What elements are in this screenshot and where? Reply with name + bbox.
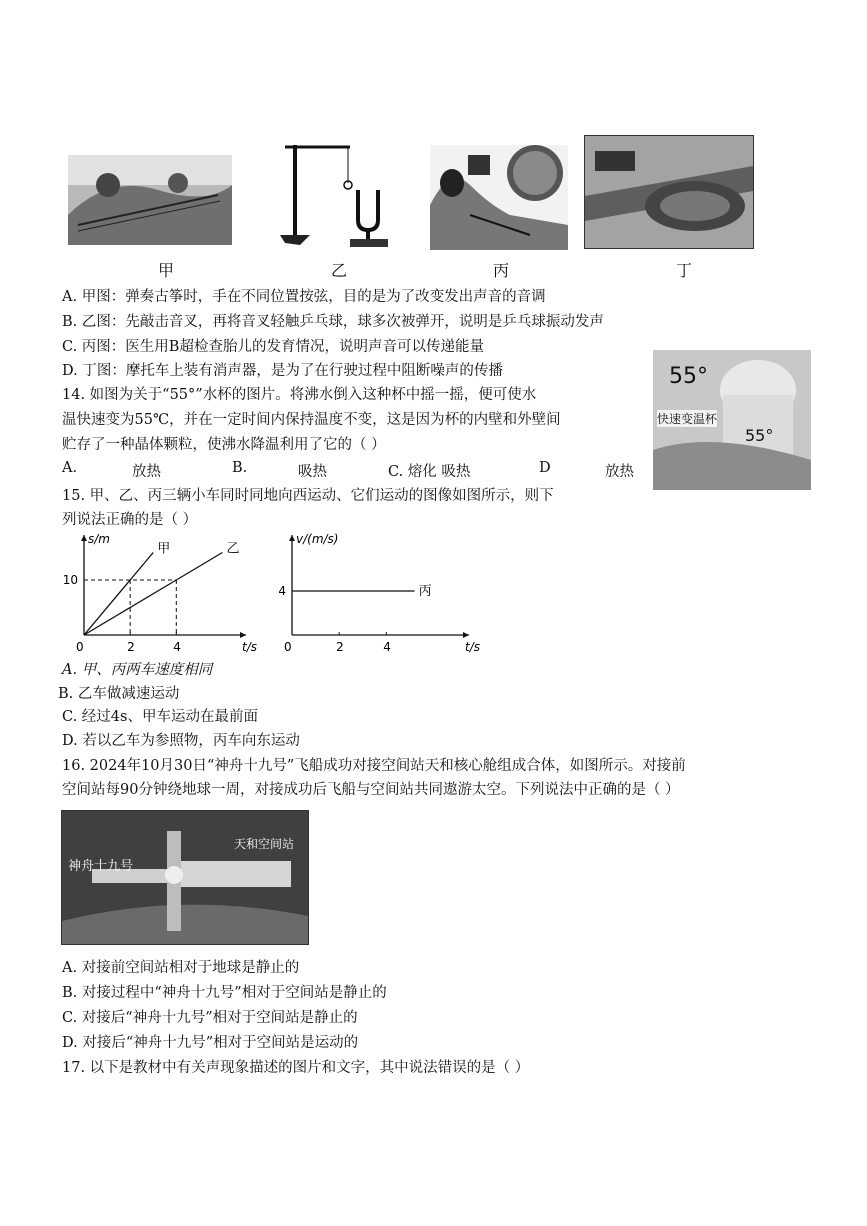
y-tick-label: 4 <box>278 584 286 598</box>
motorcycle-muffler-photo <box>584 135 754 249</box>
cup-label-fast-temp: 快速变温杯 <box>657 412 718 426</box>
q14-option-b-text: 吸热 <box>298 464 327 480</box>
x-axis-label: t/s <box>242 640 257 654</box>
y-axis-label: s/m <box>88 532 110 546</box>
q14-options-row <box>62 460 652 480</box>
q13-option-d: D. 丁图：摩托车上装有消声器，是为了在行驶过程中阻断噪声的传播 <box>62 363 503 379</box>
x-tick-label: 2 <box>127 640 135 654</box>
series-label-1: 乙 <box>226 541 240 557</box>
x-tick-label: 0 <box>76 640 84 654</box>
q14-option-d-letter: D <box>539 460 551 476</box>
q15-option-b: B. 乙车做减速运动 <box>58 686 180 702</box>
figure-label-yi: 乙 <box>331 261 348 280</box>
x-tick-label: 4 <box>173 640 181 654</box>
series-label-0: 丙 <box>418 584 432 599</box>
q17-stem: 17. 以下是教材中有关声现象描述的图片和文字，其中说法错误的是（ ） <box>62 1060 530 1076</box>
cup-photo <box>653 350 811 490</box>
q14-option-d-text: 放热 <box>605 464 634 480</box>
q15-option-c: C. 经过4s、甲车运动在最前面 <box>62 709 258 725</box>
series-label-0: 甲 <box>157 541 171 557</box>
y-axis-arrow <box>289 535 295 541</box>
q16-option-b: B. 对接过程中“神舟十九号”相对于空间站是静止的 <box>62 985 387 1001</box>
tuning-fork-figure <box>270 135 400 250</box>
x-axis-label: t/s <box>465 640 480 654</box>
chart-v-t <box>270 530 480 660</box>
q15-stem-line-1: 15. 甲、乙、丙三辆小车同时同地向西运动、它们运动的图像如图所示，则下 <box>62 488 554 504</box>
photo-label-tianhe: 天和空间站 <box>234 837 295 851</box>
figure-label-bing: 丙 <box>493 261 510 280</box>
x-tick-label: 0 <box>284 640 292 654</box>
chart-s-t <box>62 530 262 660</box>
series-line-1 <box>84 553 222 636</box>
x-tick-label: 2 <box>336 640 344 654</box>
guzheng-illustration <box>68 155 232 245</box>
y-tick-label: 10 <box>62 573 78 587</box>
q13-option-a: A. 甲图：弹奏古筝时，手在不同位置按弦，目的是为了改变发出声音的音调 <box>62 289 546 305</box>
figure-label-ding: 丁 <box>676 261 693 280</box>
cup-label-55-top: 55° <box>669 364 708 389</box>
q13-option-b: B. 乙图：先敲击音叉，再将音叉轻触乒乓球，球多次被弹开，说明是乒乓球振动发声 <box>62 314 604 330</box>
q13-option-c: C. 丙图：医生用B超检查胎儿的发育情况，说明声音可以传递能量 <box>62 339 484 355</box>
guzheng-photo <box>68 155 232 245</box>
q14-option-b-letter: B. <box>232 460 248 476</box>
q15-stem-line-2: 列说法正确的是（ ） <box>62 512 198 528</box>
q15-option-a: A. 甲、丙两车速度相同 <box>62 662 213 678</box>
x-axis-arrow <box>463 632 469 638</box>
q14-option-a-letter: A. <box>62 460 78 476</box>
q14-option-c: C. 熔化 吸热 <box>388 464 471 480</box>
y-axis-arrow <box>81 535 87 541</box>
q16-stem-line-2: 空间站每90分钟绕地球一周，对接成功后飞船与空间站共同遨游太空。下列说法中正确的是（ ） <box>62 782 680 798</box>
q14-stem-line-2: 温快速变为55℃，并在一定时间内保持温度不变，这是因为杯的内壁和外壁间 <box>62 412 561 428</box>
series-line-0 <box>84 553 153 636</box>
x-tick-label: 4 <box>383 640 391 654</box>
ultrasound-photo <box>430 145 568 250</box>
x-axis-arrow <box>240 632 246 638</box>
q16-option-c: C. 对接后“神舟十九号”相对于空间站是静止的 <box>62 1010 358 1026</box>
y-axis-label: v/(m/s) <box>296 532 339 546</box>
q15-option-d: D. 若以乙车为参照物，丙车向东运动 <box>62 733 300 749</box>
cup-label-55-bottom: 55° <box>745 426 774 445</box>
figure-label-jia: 甲 <box>158 261 175 280</box>
space-station-photo <box>61 810 309 945</box>
q16-stem-line-1: 16. 2024年10月30日“神舟十九号”飞船成功对接空间站天和核心舱组成合体，如图所示。对接前 <box>62 758 686 774</box>
q14-stem-line-3: 贮存了一种晶体颗粒，使沸水降温利用了它的（ ） <box>62 437 386 453</box>
q14-option-a-text: 放热 <box>132 464 161 480</box>
q14-stem-line-1: 14. 如图为关于“55°”水杯的图片。将沸水倒入这种杯中摇一摇，便可使水 <box>62 387 537 403</box>
q16-option-d: D. 对接后“神舟十九号”相对于空间站是运动的 <box>62 1035 359 1051</box>
photo-label-shenzhou: 神舟十九号 <box>68 859 134 874</box>
q16-option-a: A. 对接前空间站相对于地球是静止的 <box>62 960 300 976</box>
